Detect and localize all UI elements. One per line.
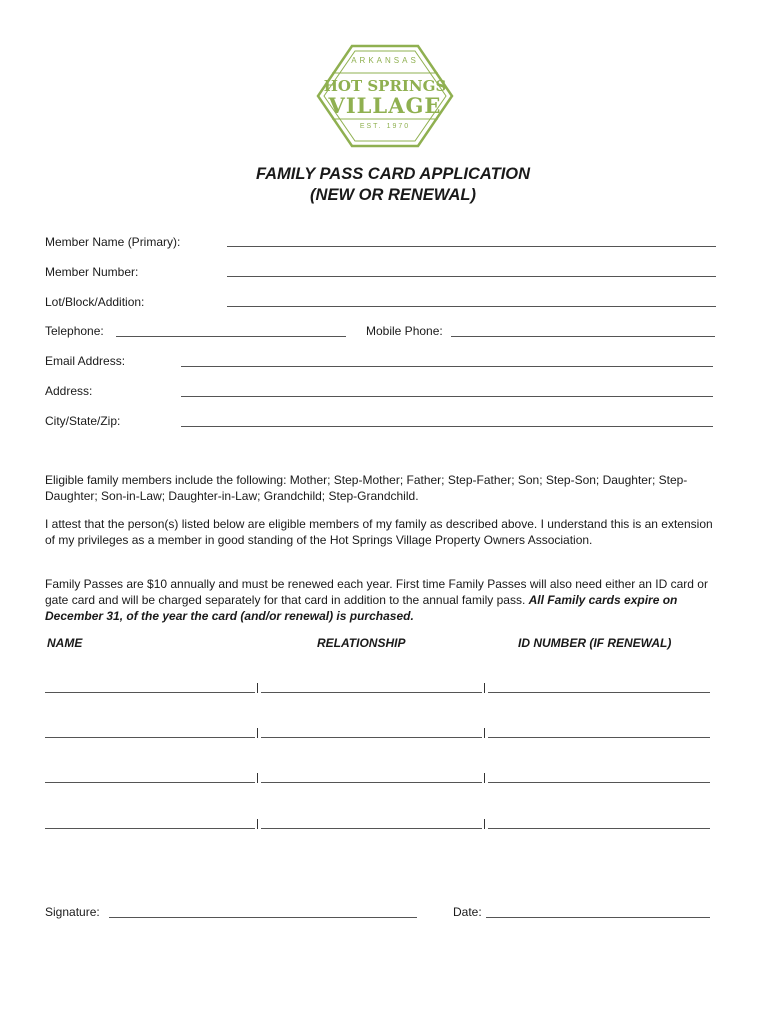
row-divider [257,728,258,738]
fee-emphasis: All Family cards expire on December 31, of the year the card (and/or renewal) is purchased. [45,593,678,623]
row-divider [257,683,258,693]
member-name-field[interactable] [227,246,716,247]
logo-top-text: ARKANSAS [351,56,419,65]
city-state-zip-label: City/State/Zip: [45,414,121,428]
telephone-field[interactable] [116,336,346,337]
signature-label: Signature: [45,905,100,919]
lot-block-label: Lot/Block/Addition: [45,295,145,309]
id-number-field[interactable] [488,782,710,783]
logo-line1: HOT SPRINGS [323,77,447,95]
row-divider [484,683,485,693]
lot-block-field[interactable] [227,306,716,307]
relationship-field[interactable] [261,737,482,738]
fee-text: Family Passes are $10 annually and must be renewed each year. First time Family Passes will also need either an ID card or gate card and will be charged separately for that card in addition to the annual family pass. [45,577,708,607]
relationship-field[interactable] [261,782,482,783]
date-field[interactable] [486,917,710,918]
row-divider [484,773,485,783]
mobile-phone-field[interactable] [451,336,715,337]
date-label: Date: [453,905,482,919]
member-name-label: Member Name (Primary): [45,235,181,249]
name-field[interactable] [45,828,255,829]
member-number-field[interactable] [227,276,716,277]
form-subtitle: (NEW OR RENEWAL) [310,186,476,204]
id-number-field[interactable] [488,828,710,829]
name-field[interactable] [45,737,255,738]
row-divider [484,819,485,829]
row-divider [257,819,258,829]
column-header-id-number: ID NUMBER (IF RENEWAL) [518,636,672,650]
row-divider [257,773,258,783]
email-field[interactable] [181,366,713,367]
fee-paragraph [45,576,725,624]
logo-est: EST. 1970 [359,123,411,130]
column-header-name: NAME [47,636,83,650]
name-field[interactable] [45,782,255,783]
eligible-paragraph: Eligible family members include the following: Mother; Step-Mother; Father; Step-Father; Son; Step-Son; Daughter; Step-Daughter; Son-in-Law; Daughter-in-Law; Grandchild; Step-Grandchild. [45,473,688,503]
form-title: FAMILY PASS CARD APPLICATION [255,165,531,183]
id-number-field[interactable] [488,692,710,693]
mobile-phone-label: Mobile Phone: [366,324,443,338]
relationship-field[interactable] [261,692,482,693]
logo-line2: VILLAGE [328,93,442,118]
address-label: Address: [45,384,93,398]
relationship-field[interactable] [261,828,482,829]
hot-springs-village-logo [316,44,454,148]
member-number-label: Member Number: [45,265,139,279]
attest-paragraph: I attest that the person(s) listed below are eligible members of my family as described above. I understand this is an extension of my privileges as a member in good standing of the Hot Springs Village Property Owners Association. [45,517,713,547]
name-field[interactable] [45,692,255,693]
telephone-label: Telephone: [45,324,104,338]
city-state-zip-field[interactable] [181,426,713,427]
column-header-relationship: RELATIONSHIP [317,636,406,650]
address-field[interactable] [181,396,713,397]
id-number-field[interactable] [488,737,710,738]
signature-field[interactable] [109,917,417,918]
email-label: Email Address: [45,354,126,368]
row-divider [484,728,485,738]
